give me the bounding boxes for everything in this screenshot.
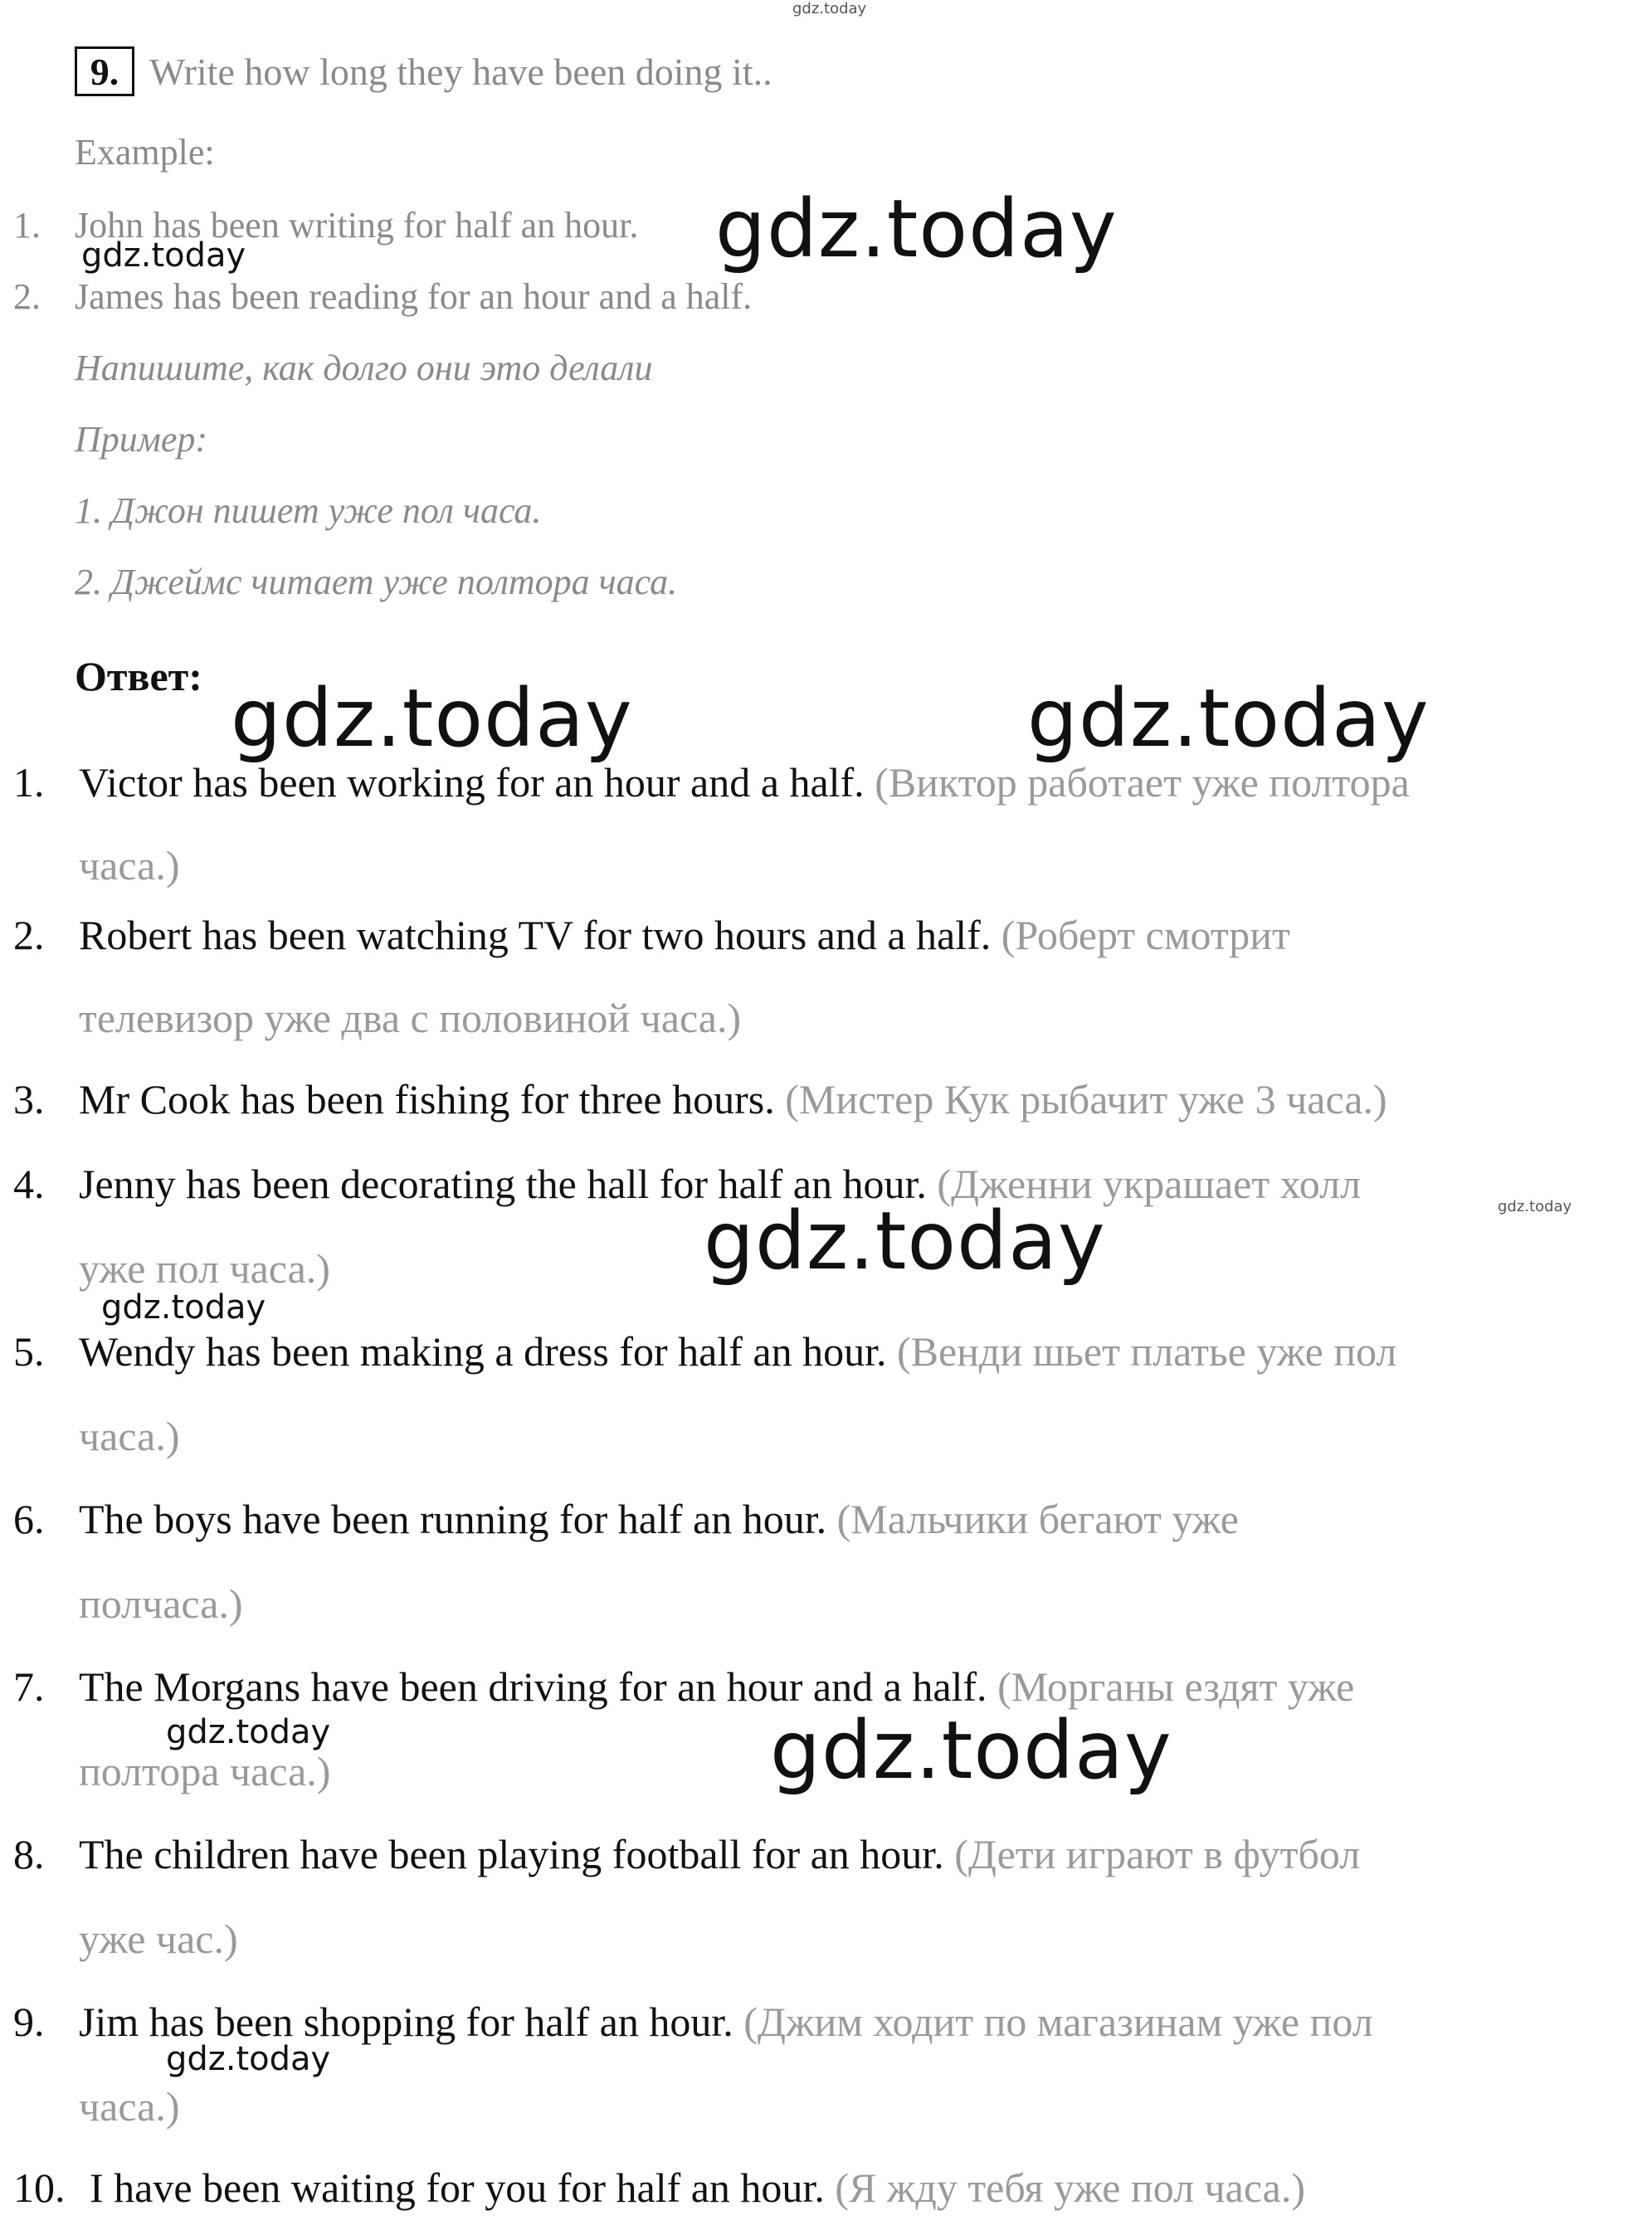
answer-translation-cont: уже час.) <box>79 1916 238 1962</box>
answer-translation: (Дети играют в футбол <box>954 1831 1361 1877</box>
answer-english: Victor has been working for an hour and a half. <box>79 759 865 806</box>
watermark: gdz.today <box>81 236 246 275</box>
answer-english: The children have been playing football for an hour. <box>79 1831 944 1877</box>
answer-translation: (Мальчики бегают уже <box>836 1496 1239 1542</box>
watermark: gdz.today <box>1498 1198 1572 1215</box>
translation-example: 1. Джон пишет уже пол часа. <box>75 490 542 531</box>
answer-sentence <box>79 1498 1239 1540</box>
task-number-box <box>75 46 134 96</box>
answer-number: 2. <box>13 912 45 958</box>
watermark: gdz.today <box>715 183 1118 275</box>
answer-label: Ответ: <box>75 653 202 699</box>
watermark: gdz.today <box>166 2040 331 2078</box>
answer-translation-cont: часа.) <box>79 2083 180 2130</box>
answer-translation-cont: уже пол часа.) <box>79 1245 330 1292</box>
answer-translation-cont: полтора часа.) <box>79 1748 331 1794</box>
answer-english: I have been waiting for you for half an hour. <box>90 2164 825 2211</box>
example-label: Example: <box>75 132 215 173</box>
answer-sentence <box>90 2164 1306 2211</box>
translation-example: 2. Джеймс читает уже полтора часа. <box>75 562 678 602</box>
answer-sentence <box>79 759 1410 806</box>
answer-number: 10. <box>13 2164 66 2211</box>
answer-translation: (Морганы ездят уже <box>997 1663 1355 1710</box>
answer-translation-cont: телевизор уже два с половиной часа.) <box>79 995 742 1041</box>
task-number: 9. <box>90 50 119 93</box>
answer-sentence <box>79 1078 1387 1120</box>
answer-translation: (Мистер Кук рыбачит уже 3 часа.) <box>785 1076 1387 1122</box>
watermark: gdz.today <box>792 0 867 17</box>
answer-number: 9. <box>13 1999 45 2045</box>
answer-sentence <box>79 1328 1397 1375</box>
answer-number: 7. <box>13 1663 45 1710</box>
answer-english: The Morgans have been driving for an hour and a half. <box>79 1663 987 1710</box>
answer-sentence <box>79 2001 1373 2043</box>
answer-translation: (Венди шьет платье уже пол <box>896 1328 1397 1375</box>
answer-number: 4. <box>13 1161 45 1207</box>
task-title: Write how long they have been doing it.. <box>149 51 772 93</box>
answer-english: Wendy has been making a dress for half an hour. <box>79 1328 887 1375</box>
translation-title: Напишите, как долго они это делали <box>75 348 653 388</box>
watermark: gdz.today <box>704 1195 1106 1288</box>
watermark: gdz.today <box>1027 672 1430 765</box>
translation-example-label: Пример: <box>75 419 208 460</box>
answer-english: Mr Cook has been fishing for three hours. <box>79 1076 775 1122</box>
answer-sentence <box>79 914 1290 956</box>
answer-translation: (Джим ходит по магазинам уже пол <box>743 1999 1373 2045</box>
answer-english: Jim has been shopping for half an hour. <box>79 1999 733 2045</box>
example-text: John has been writing for half an hour. <box>75 205 639 246</box>
watermark: gdz.today <box>166 1713 331 1751</box>
watermark: gdz.today <box>101 1288 266 1327</box>
answer-translation-cont: часа.) <box>79 1413 180 1459</box>
answer-translation-cont: полчаса.) <box>79 1580 243 1627</box>
answer-number: 5. <box>13 1328 45 1375</box>
answer-translation: (Роберт смотрит <box>1001 912 1290 958</box>
answer-translation: (Дженни украшает холл <box>937 1161 1362 1207</box>
answer-english: Robert has been watching TV for two hours and a half. <box>79 912 992 958</box>
answer-sentence <box>79 1663 1355 1710</box>
answer-number: 8. <box>13 1831 45 1877</box>
answer-sentence <box>79 1833 1360 1875</box>
watermark: gdz.today <box>770 1704 1172 1797</box>
answer-english: Jenny has been decorating the hall for half an hour. <box>79 1161 927 1207</box>
answer-number: 1. <box>13 759 45 806</box>
example-number: 1. <box>13 205 41 246</box>
watermark: gdz.today <box>231 672 633 765</box>
answer-translation: (Виктор работает уже полтора <box>875 759 1410 806</box>
answer-translation-cont: часа.) <box>79 842 180 889</box>
answer-number: 3. <box>13 1076 45 1122</box>
answer-number: 6. <box>13 1496 45 1542</box>
example-number: 2. <box>13 276 41 317</box>
answer-translation: (Я жду тебя уже пол часа.) <box>835 2164 1306 2211</box>
example-text: James has been reading for an hour and a half. <box>75 276 753 317</box>
answer-english: The boys have been running for half an hour. <box>79 1496 827 1542</box>
